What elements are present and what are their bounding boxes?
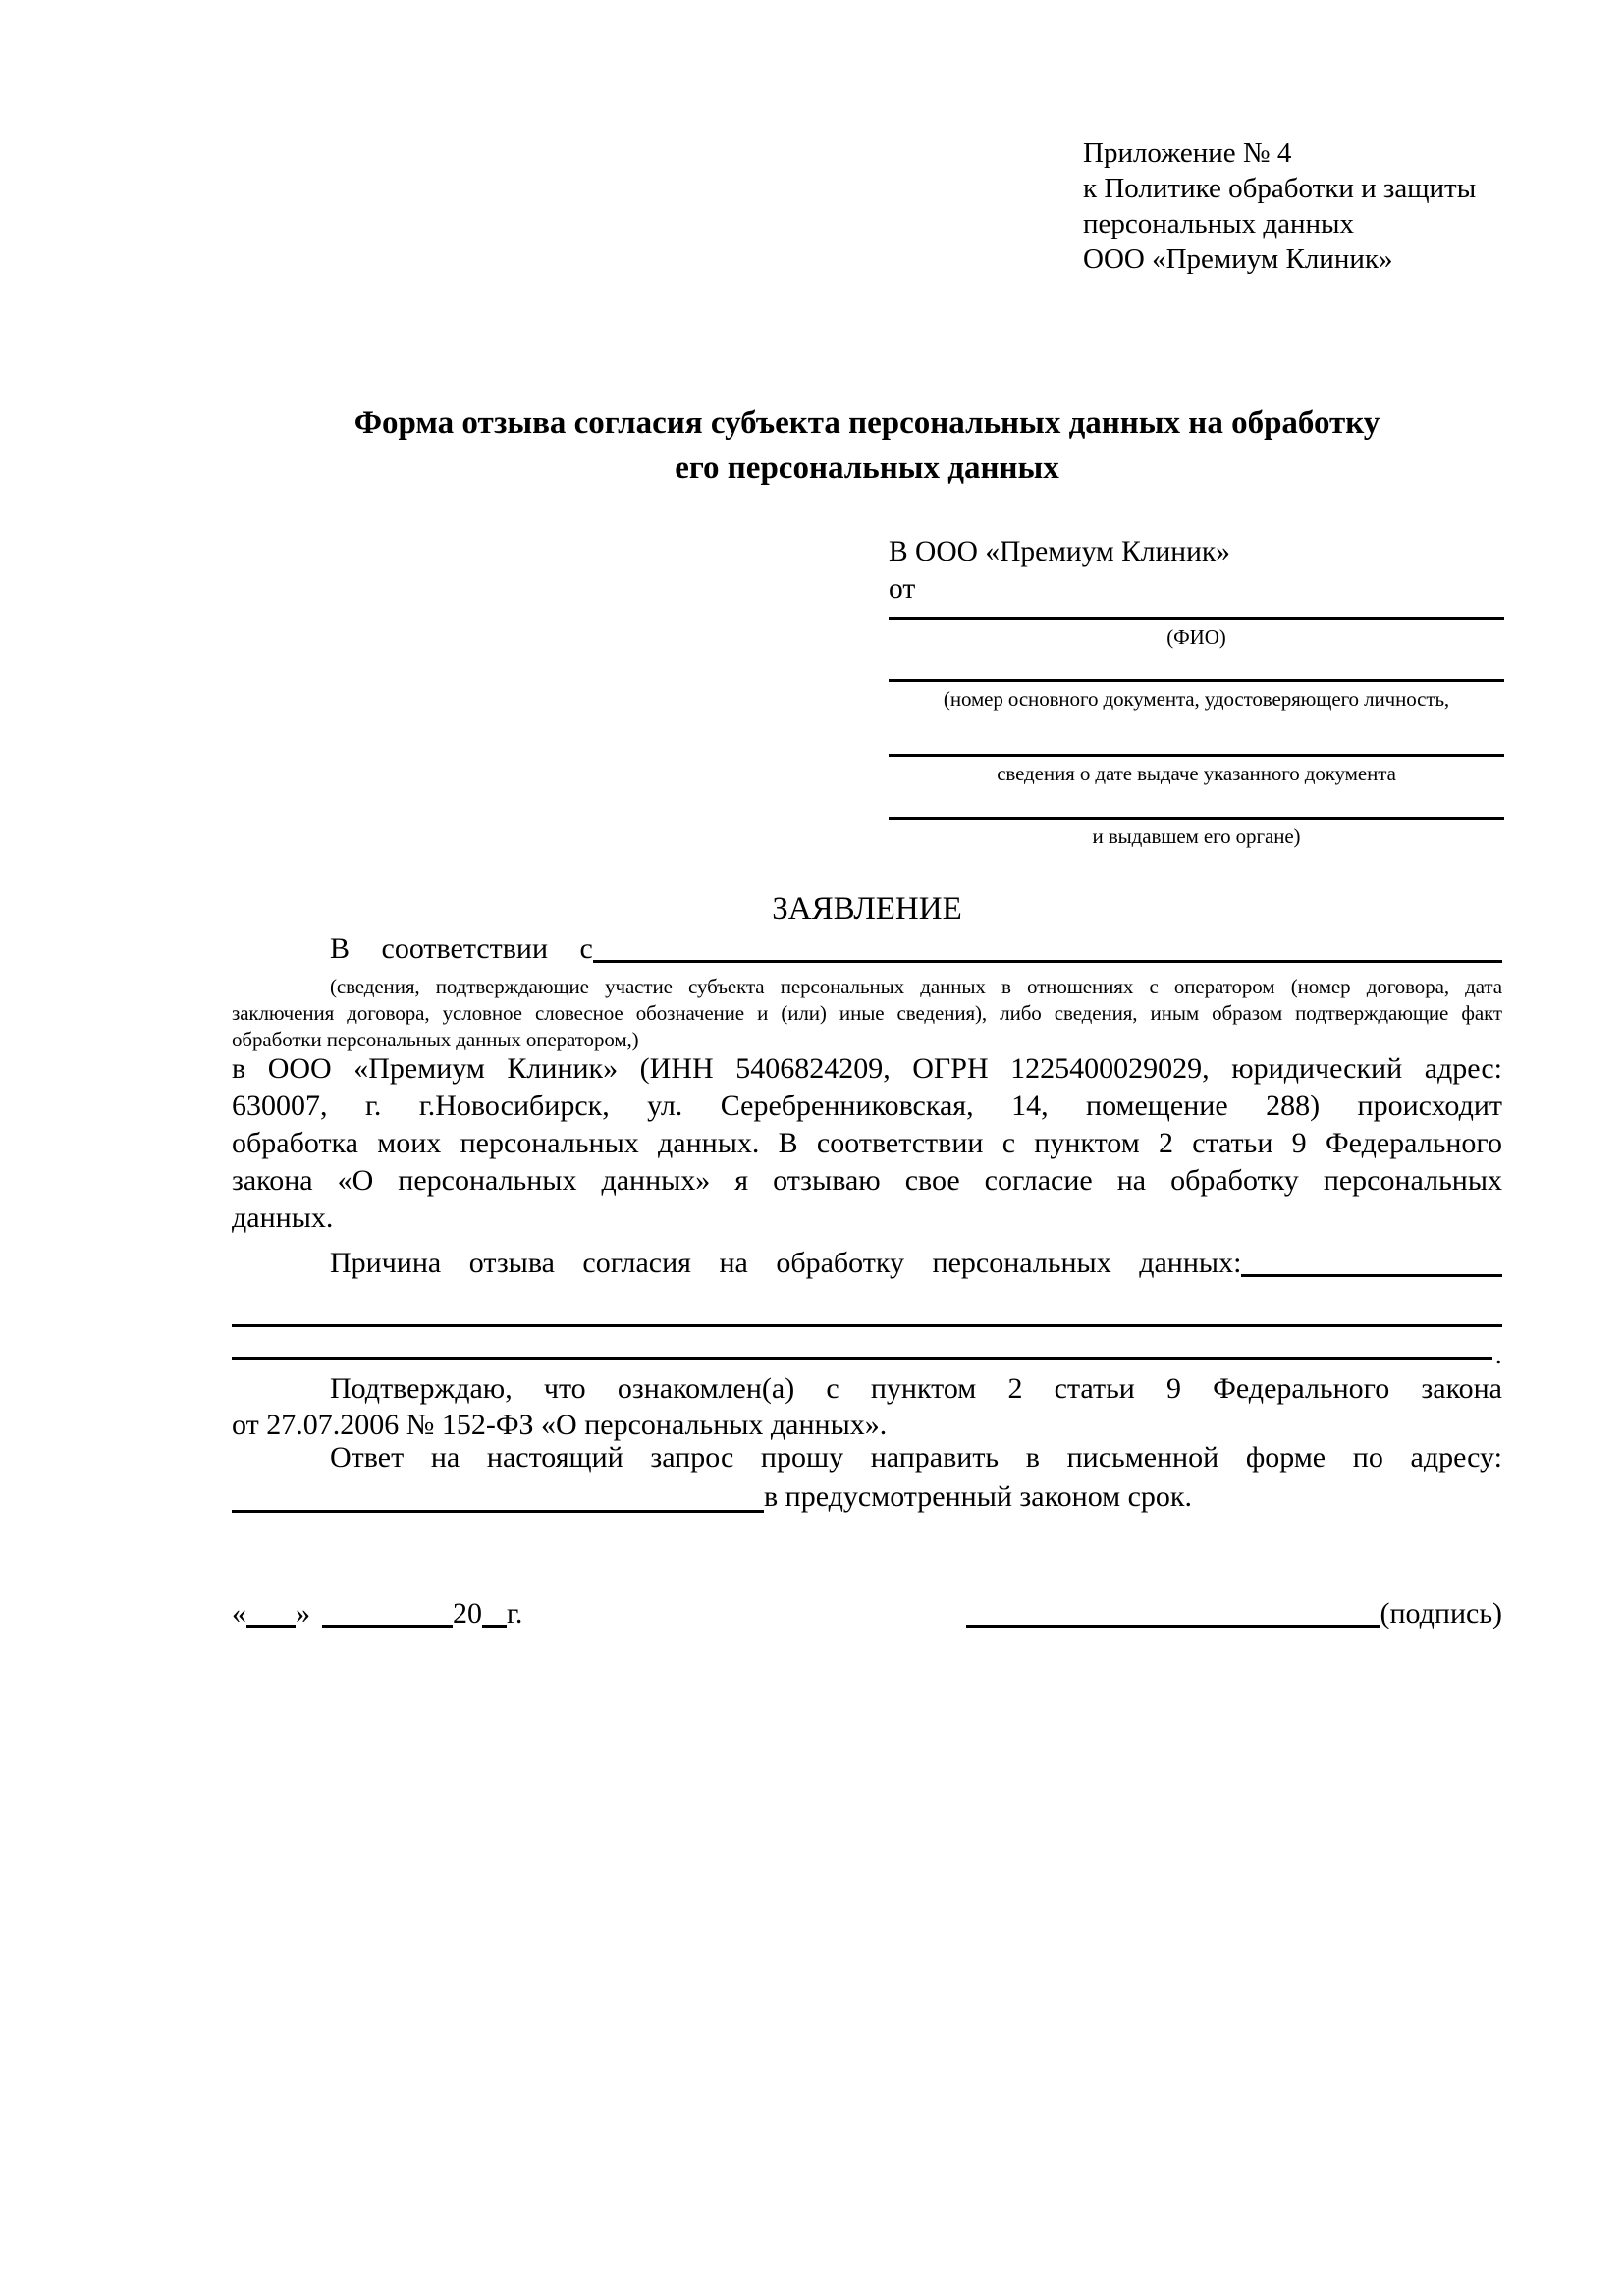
reply-paragraph-line: Ответ на настоящий запрос прошу направить в письменной форме по адресу: xyxy=(330,1441,1502,1473)
sentence-period: . xyxy=(1494,1338,1502,1370)
signature-caption: (подпись) xyxy=(1380,1597,1502,1629)
main-paragraph-line: данных. xyxy=(232,1201,334,1234)
statement-heading: ЗАЯВЛЕНИЕ xyxy=(772,891,962,927)
confirmation-paragraph xyxy=(232,1370,1502,1443)
basis-note-line: заключения договора, условное словесное обозначение и (или) иные сведения), либо сведения, иным образом подтверждающие факт xyxy=(232,1001,1502,1025)
reason-label: Причина отзыва согласия на обработку персональных данных: xyxy=(330,1247,1242,1279)
header-note-line: ООО «Премиум Клиник» xyxy=(1083,243,1393,275)
date-row xyxy=(232,1596,522,1631)
reason-row xyxy=(232,1245,1502,1280)
signature-field-line xyxy=(966,1605,1380,1628)
basis-field-line xyxy=(593,960,1502,963)
issuing-authority-caption: и выдавшем его органе) xyxy=(1092,825,1301,848)
basis-row xyxy=(232,931,1502,966)
main-paragraph-line: в ООО «Премиум Клиник» (ИНН 5406824209, ОГРН 1225400029029, юридический адрес: xyxy=(232,1052,1502,1085)
month-field-line xyxy=(322,1605,453,1628)
basis-note-line: обработки персональных данных оператором,) xyxy=(232,1028,639,1051)
address-field-line xyxy=(232,1510,764,1513)
day-field-line xyxy=(246,1605,296,1628)
main-paragraph xyxy=(232,1050,1502,1237)
quote-close: » xyxy=(296,1597,310,1629)
reason-blank-line-2-rule xyxy=(232,1357,1492,1360)
year-prefix: 20 xyxy=(453,1597,482,1629)
signature-row xyxy=(966,1596,1502,1631)
issuing-authority-field-line xyxy=(889,817,1504,820)
header-note-line: персональных данных xyxy=(1083,208,1355,240)
header-note-line: Приложение № 4 xyxy=(1083,137,1292,169)
reason-blank-line-2 xyxy=(232,1327,1502,1370)
addressee-to: В ООО «Премиум Клиник» xyxy=(889,536,1230,567)
document-number-caption: (номер основного документа, удостоверяющего личность, xyxy=(943,687,1450,711)
document-number-field-line xyxy=(889,679,1504,682)
confirmation-line: от 27.07.2006 № 152-ФЗ «О персональных данных». xyxy=(232,1409,888,1441)
addressee-from-label: от xyxy=(889,573,916,605)
year-suffix: г. xyxy=(507,1597,523,1629)
main-paragraph-line: 630007, г. г.Новосибирск, ул. Серебренниковская, 14, помещение 288) происходит xyxy=(232,1090,1502,1122)
header-note xyxy=(1083,135,1520,277)
issue-date-field-line xyxy=(889,754,1504,757)
fio-field-line xyxy=(889,617,1504,620)
main-paragraph-line: обработка моих персональных данных. В соответствии с пунктом 2 статьи 9 Федерального xyxy=(232,1127,1502,1159)
title-line-2: его персональных данных xyxy=(675,451,1059,486)
title-line-1: Форма отзыва согласия субъекта персональных данных на обработку xyxy=(353,405,1380,441)
main-paragraph-line: закона «О персональных данных» я отзываю свое согласие на обработку персональных xyxy=(232,1164,1502,1197)
header-note-line: к Политике обработки и защиты xyxy=(1083,173,1477,204)
year-field-line xyxy=(482,1605,507,1628)
reason-field-line xyxy=(1241,1274,1502,1277)
basis-note-line: (сведения, подтверждающие участие субъекта персональных данных в отношениях с оператором (номер договора, дата xyxy=(330,975,1502,998)
confirmation-line: Подтверждаю, что ознакомлен(а) с пунктом 2 статьи 9 Федерального закона xyxy=(330,1372,1502,1405)
quote-open: « xyxy=(232,1597,246,1629)
issue-date-caption: сведения о дате выдаче указанного документа xyxy=(997,762,1396,785)
document-title xyxy=(232,400,1502,491)
fio-caption: (ФИО) xyxy=(1166,625,1226,649)
reply-address-row xyxy=(232,1478,1502,1514)
basis-label: В соответствии с xyxy=(330,933,593,965)
basis-note xyxy=(232,974,1502,1053)
reply-tail: в предусмотренный законом срок. xyxy=(764,1480,1192,1513)
